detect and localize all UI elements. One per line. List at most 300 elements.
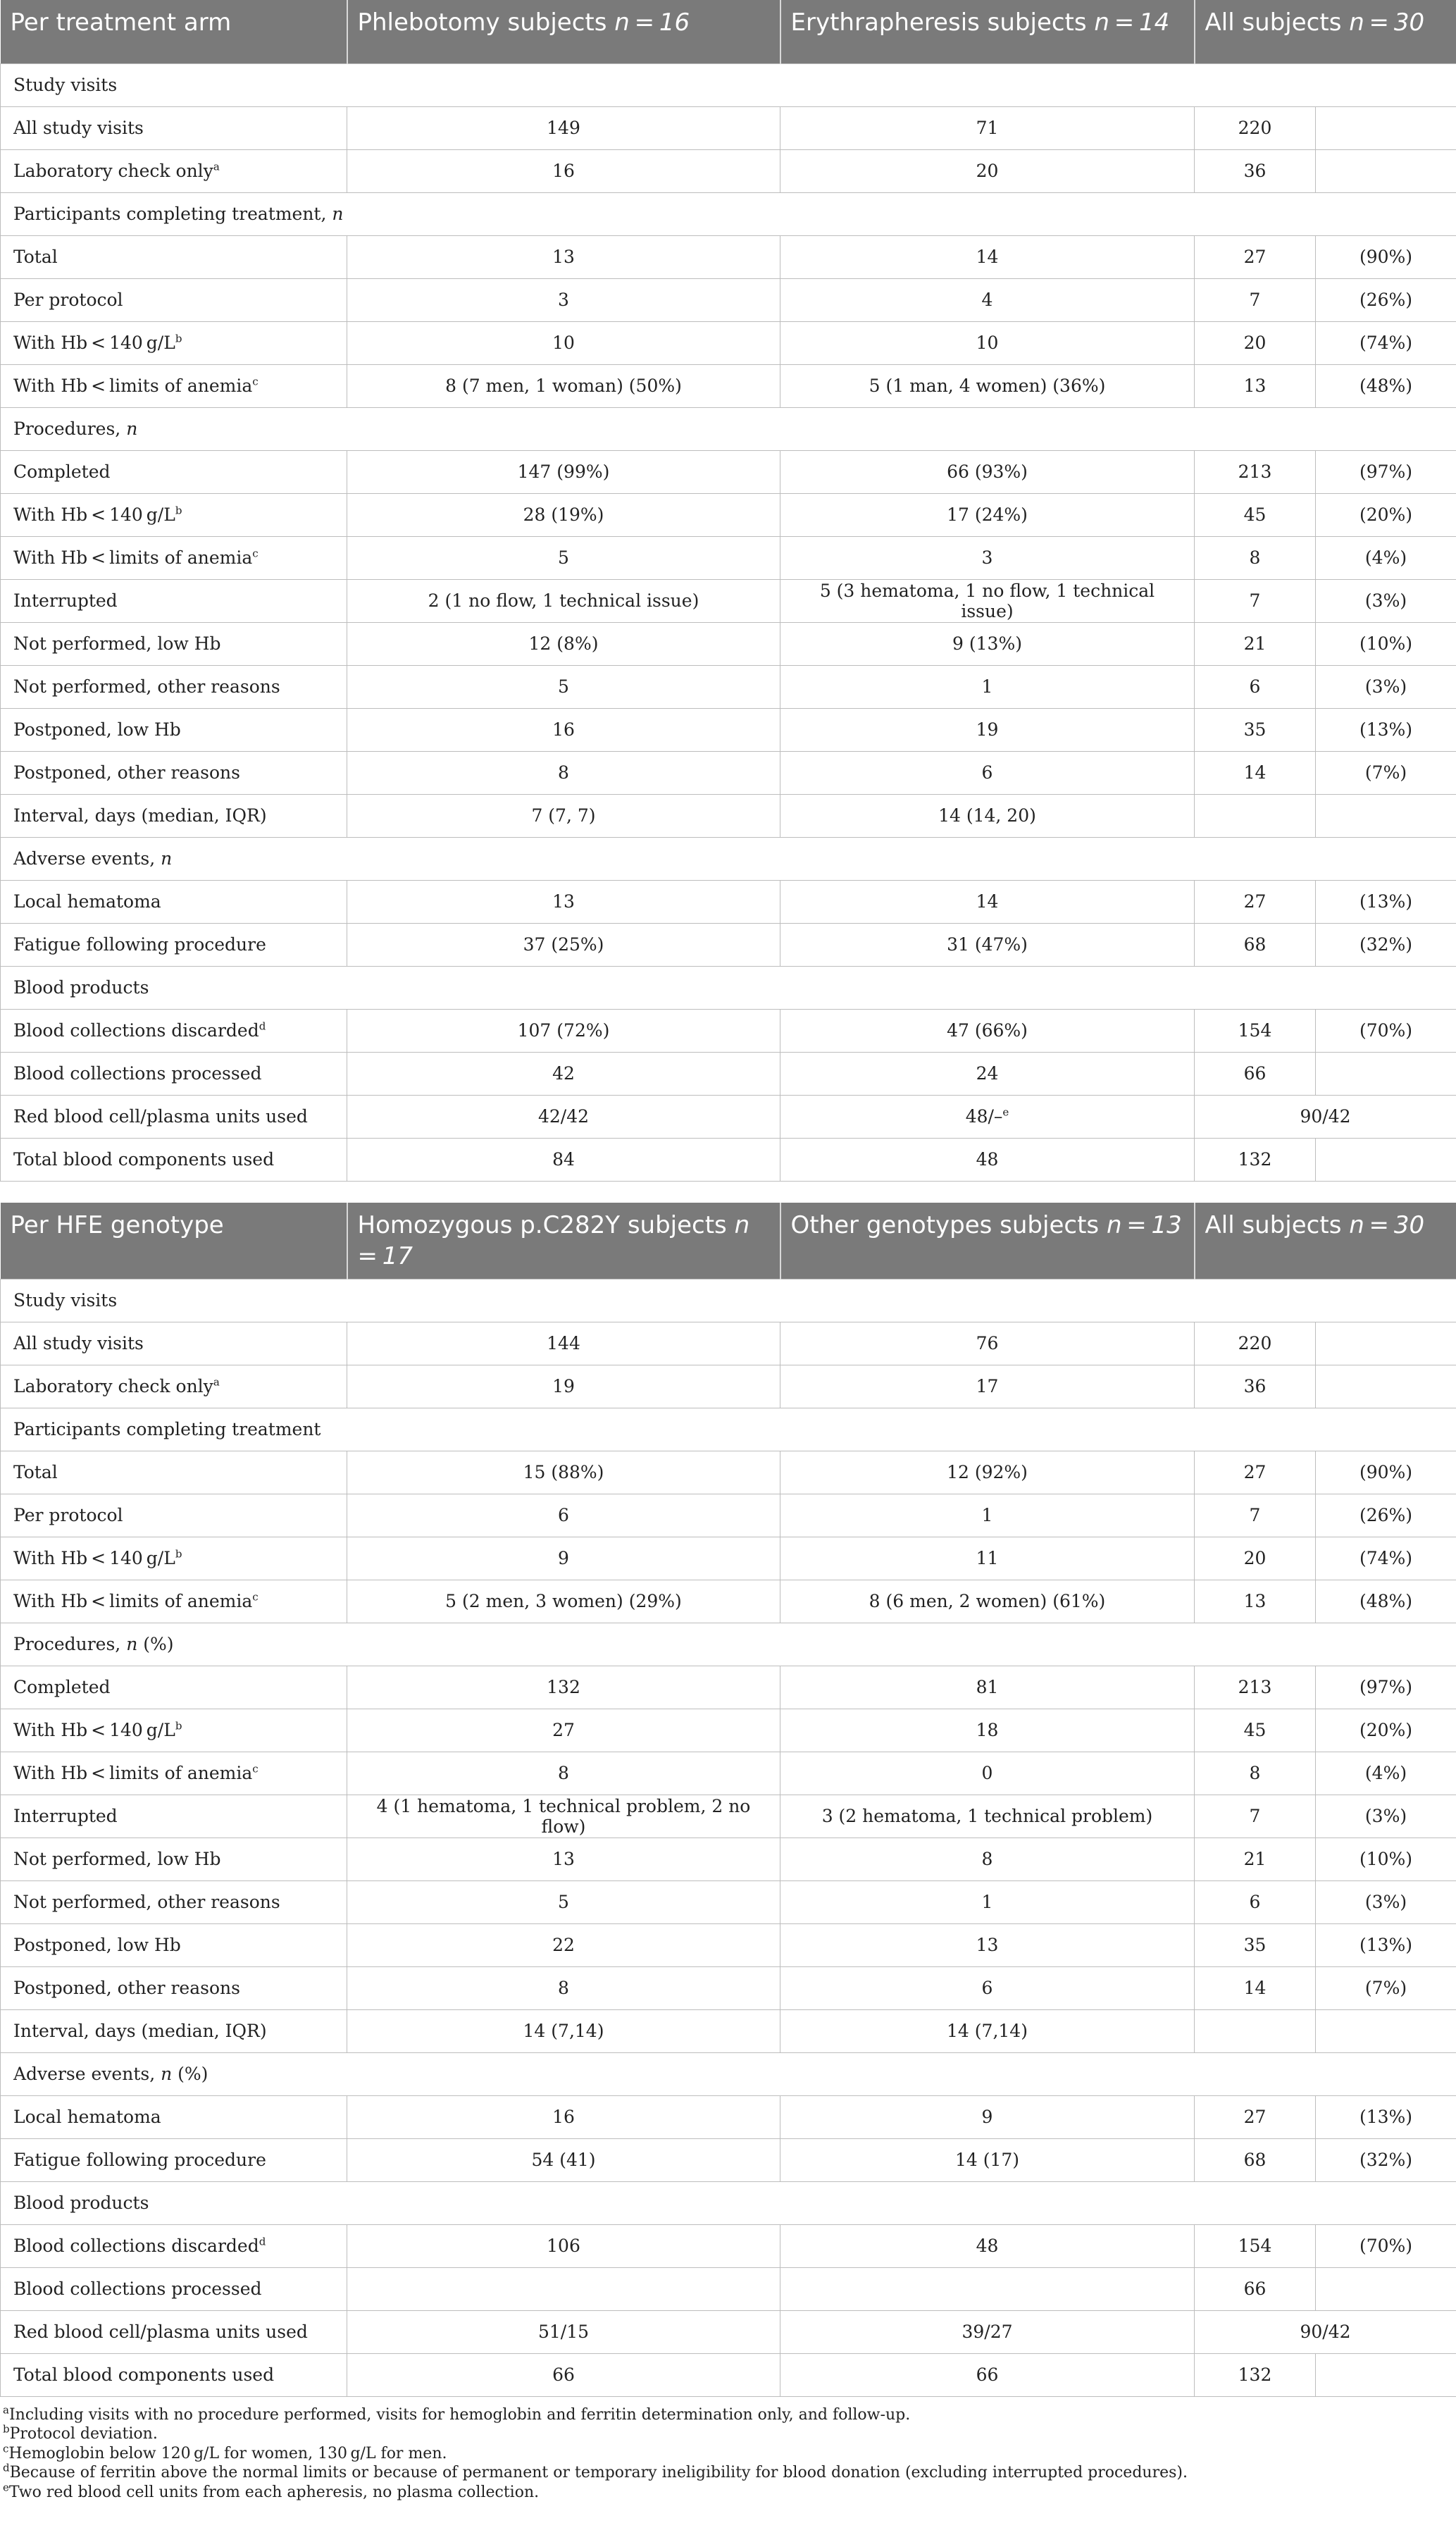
table-row [1, 1709, 1456, 1752]
cell-group-2 [780, 1838, 1195, 1880]
row-label [1, 1795, 347, 1838]
row-label [1, 149, 347, 192]
cell-all-count: 68 [1195, 2138, 1316, 2181]
cell-group-2-text: 3 (2 hematoma, 1 technical problem) [821, 1806, 1153, 1826]
cell-group-2 [780, 1923, 1195, 1966]
row-label-text: With Hb < 140 g/L [13, 1548, 175, 1568]
table-row [1, 321, 1456, 364]
table-row [1, 579, 1456, 622]
row-label-text: Postponed, low Hb [13, 719, 181, 740]
cell-group-2-text: 1 [981, 1892, 993, 1912]
cell-all-percent: (3%) [1316, 579, 1456, 622]
row-label-text: Not performed, other reasons [13, 1892, 280, 1912]
table-row [1, 1494, 1456, 1537]
cell-group-1: 147 (99%) [347, 450, 780, 493]
table-row [1, 1095, 1456, 1138]
cell-all-count: 6 [1195, 665, 1316, 708]
cell-all-percent [1316, 149, 1456, 192]
row-label-text: Postponed, low Hb [13, 1935, 181, 1955]
row-label-text: Local hematoma [13, 891, 161, 912]
row-label [1, 278, 347, 321]
row-label-text: Total blood components used [13, 1149, 275, 1170]
table-row [1, 880, 1456, 923]
cell-group-2-text: 3 [981, 547, 993, 568]
section-label-text: Study visits [13, 1290, 118, 1310]
row-label [1, 1580, 347, 1623]
cell-group-2-text: 31 (47%) [947, 934, 1028, 955]
cell-group-1: 13 [347, 880, 780, 923]
section-row [1, 1279, 1456, 1322]
cell-group-2-text: 48 [976, 1149, 999, 1170]
cell-group-2-text: 76 [976, 1333, 999, 1353]
cell-group-2 [780, 1138, 1195, 1181]
footnote-mark: d [259, 2235, 266, 2248]
row-label-text: With Hb < limits of anemia [13, 1591, 253, 1611]
table-row [1, 751, 1456, 794]
row-label-text: All study visits [13, 118, 144, 138]
cell-all-count: 21 [1195, 622, 1316, 665]
row-label-text: Per protocol [13, 290, 123, 310]
section-label [1, 1279, 1456, 1322]
cell-all-count: 8 [1195, 536, 1316, 579]
cell-group-2 [780, 278, 1195, 321]
cell-group-2-text: 19 [976, 719, 999, 740]
header-row-label: Per HFE genotype [1, 1203, 347, 1279]
cell-all-percent: (3%) [1316, 665, 1456, 708]
section-label-text: Blood products [13, 977, 149, 998]
cell-group-2-text: 6 [981, 1978, 993, 1998]
cell-all-percent: (90%) [1316, 235, 1456, 278]
footnote-mark: a [3, 2403, 9, 2417]
cell-group-2-text: 8 (6 men, 2 women) (61%) [869, 1591, 1106, 1611]
cell-group-2-text: 66 (93%) [947, 461, 1028, 482]
row-label [1, 1009, 347, 1052]
cell-group-2 [780, 106, 1195, 149]
cell-group-2 [780, 1322, 1195, 1365]
section-label [1, 192, 1456, 235]
table-row [1, 1752, 1456, 1795]
row-label [1, 2095, 347, 2138]
row-label-text: Not performed, other reasons [13, 676, 280, 697]
cell-group-2-text: 66 [976, 2365, 999, 2385]
cell-group-2 [780, 149, 1195, 192]
table-row [1, 1138, 1456, 1181]
cell-all-total: 90/42 [1195, 2310, 1456, 2353]
cell-group-2 [780, 2310, 1195, 2353]
cell-group-2-text: 18 [976, 1720, 999, 1740]
cell-all-percent: (3%) [1316, 1880, 1456, 1923]
footnote-mark: e [1002, 1105, 1009, 1119]
cell-all-count: 220 [1195, 106, 1316, 149]
row-label [1, 2138, 347, 2181]
table-row [1, 794, 1456, 837]
cell-group-2 [780, 665, 1195, 708]
section-row [1, 837, 1456, 880]
cell-all-percent: (13%) [1316, 2095, 1456, 2138]
table-row [1, 2009, 1456, 2052]
row-label [1, 1494, 347, 1537]
cell-all-percent: (32%) [1316, 923, 1456, 966]
cell-group-2 [780, 579, 1195, 622]
table-row [1, 493, 1456, 536]
section-label [1, 1623, 1456, 1666]
hfe-genotype-table [0, 1203, 1456, 2397]
row-label-text: Fatigue following procedure [13, 934, 266, 955]
cell-group-2 [780, 1451, 1195, 1494]
cell-all-count: 154 [1195, 1009, 1316, 1052]
table-row [1, 106, 1456, 149]
cell-group-2-text: 39/27 [962, 2322, 1013, 2342]
cell-all-percent: (3%) [1316, 1795, 1456, 1838]
table-header-row [1, 1203, 1456, 1279]
row-label [1, 2353, 347, 2396]
row-label-text: Total [13, 1462, 58, 1482]
row-label-text: Total blood components used [13, 2365, 275, 2385]
footnote [3, 2463, 1453, 2483]
cell-group-2 [780, 1580, 1195, 1623]
cell-group-2-text: 11 [976, 1548, 999, 1568]
row-label-text: Not performed, low Hb [13, 633, 221, 654]
section-label-text: Adverse events, [13, 2064, 161, 2084]
row-label-text: Interval, days (median, IQR) [13, 805, 267, 826]
cell-all-count: 13 [1195, 1580, 1316, 1623]
cell-group-2 [780, 751, 1195, 794]
table-row [1, 1052, 1456, 1095]
cell-all-percent [1316, 1138, 1456, 1181]
row-label [1, 579, 347, 622]
row-label-text: With Hb < 140 g/L [13, 504, 175, 525]
cell-all-count: 213 [1195, 450, 1316, 493]
cell-group-1: 12 (8%) [347, 622, 780, 665]
cell-group-1: 8 (7 men, 1 woman) (50%) [347, 364, 780, 407]
cell-all-percent: (32%) [1316, 2138, 1456, 2181]
row-label [1, 321, 347, 364]
section-label-n: n [332, 204, 344, 224]
cell-group-1: 51/15 [347, 2310, 780, 2353]
table-row [1, 923, 1456, 966]
row-label [1, 1365, 347, 1408]
footnote-mark: c [252, 1590, 259, 1604]
footnote-mark: d [3, 2461, 10, 2474]
cell-group-1: 132 [347, 1666, 780, 1709]
row-label [1, 1052, 347, 1095]
cell-group-1: 54 (41) [347, 2138, 780, 2181]
section-row [1, 1408, 1456, 1451]
cell-group-2 [780, 1009, 1195, 1052]
cell-all-percent [1316, 2009, 1456, 2052]
cell-group-1: 16 [347, 149, 780, 192]
cell-group-2 [780, 708, 1195, 751]
cell-group-2 [780, 321, 1195, 364]
table-row [1, 2353, 1456, 2396]
cell-group-2-text: 24 [976, 1063, 999, 1084]
cell-group-2 [780, 2353, 1195, 2396]
cell-all-count: 154 [1195, 2224, 1316, 2267]
footnote [3, 2424, 1453, 2444]
cell-group-2-text: 0 [981, 1763, 993, 1783]
cell-all-percent: (70%) [1316, 1009, 1456, 1052]
cell-group-2-text: 14 (7,14) [947, 2021, 1028, 2041]
cell-group-1: 9 [347, 1537, 780, 1580]
cell-group-2-text: 17 [976, 1376, 999, 1396]
cell-all-percent: (97%) [1316, 1666, 1456, 1709]
cell-group-1: 28 (19%) [347, 493, 780, 536]
footnote-text: Protocol deviation. [9, 2425, 158, 2443]
cell-group-2 [780, 1095, 1195, 1138]
cell-group-1: 22 [347, 1923, 780, 1966]
cell-all-count: 7 [1195, 1795, 1316, 1838]
table-row [1, 1451, 1456, 1494]
header-all-subjects: All subjects n = 30 [1195, 1203, 1456, 1279]
cell-group-1: 107 (72%) [347, 1009, 780, 1052]
cell-all-count: 14 [1195, 1966, 1316, 2009]
cell-group-2 [780, 2095, 1195, 2138]
row-label-text: Total [13, 247, 58, 267]
row-label-text: Laboratory check only [13, 161, 213, 181]
cell-group-2 [780, 794, 1195, 837]
cell-all-percent: (20%) [1316, 1709, 1456, 1752]
cell-all-percent: (70%) [1316, 2224, 1456, 2267]
table-row [1, 1537, 1456, 1580]
footnote [3, 2444, 1453, 2464]
footnote [3, 2483, 1453, 2503]
row-label [1, 235, 347, 278]
cell-all-count: 20 [1195, 321, 1316, 364]
row-label-text: Postponed, other reasons [13, 1978, 240, 1998]
cell-all-percent: (48%) [1316, 1580, 1456, 1623]
row-label-text: Completed [13, 461, 111, 482]
row-label-text: Interval, days (median, IQR) [13, 2021, 267, 2041]
cell-group-1: 8 [347, 1966, 780, 2009]
cell-group-2-text: 71 [976, 118, 999, 138]
row-label [1, 1752, 347, 1795]
row-label-text: With Hb < limits of anemia [13, 1763, 253, 1783]
footnote-mark: b [175, 332, 182, 345]
cell-all-count: 132 [1195, 1138, 1316, 1181]
cell-all-percent [1316, 1322, 1456, 1365]
cell-group-1: 3 [347, 278, 780, 321]
cell-group-1: 16 [347, 708, 780, 751]
header-group-2: Other genotypes subjects n = 13 [780, 1203, 1195, 1279]
cell-all-percent [1316, 2267, 1456, 2310]
cell-group-2 [780, 1752, 1195, 1795]
cell-group-1: 8 [347, 751, 780, 794]
cell-group-2-text: 14 [976, 247, 999, 267]
cell-group-1: 42 [347, 1052, 780, 1095]
row-label-text: Fatigue following procedure [13, 2150, 266, 2170]
cell-group-1: 5 [347, 1880, 780, 1923]
footnote-mark: c [3, 2442, 9, 2455]
row-label [1, 536, 347, 579]
cell-group-2-text: 20 [976, 161, 999, 181]
cell-all-percent [1316, 2353, 1456, 2396]
footnote-mark: a [213, 160, 220, 173]
table-row [1, 2267, 1456, 2310]
section-row [1, 63, 1456, 106]
cell-all-percent: (13%) [1316, 708, 1456, 751]
table-row [1, 1580, 1456, 1623]
section-label [1, 407, 1456, 450]
footnote-mark: b [175, 504, 182, 517]
row-label-text: Blood collections processed [13, 1063, 262, 1084]
row-label-text: Postponed, other reasons [13, 762, 240, 783]
cell-group-1: 6 [347, 1494, 780, 1537]
cell-group-1: 14 (7,14) [347, 2009, 780, 2052]
row-label-text: Red blood cell/plasma units used [13, 1106, 308, 1127]
cell-all-count: 8 [1195, 1752, 1316, 1795]
section-label-tail: (%) [137, 1634, 174, 1654]
row-label [1, 1838, 347, 1880]
footnote-text: Because of ferritin above the normal limits or because of permanent or temporary ineligibility for blood donation (excluding interrupted procedures). [9, 2464, 1188, 2481]
cell-all-percent: (20%) [1316, 493, 1456, 536]
cell-group-1: 144 [347, 1322, 780, 1365]
footnote-mark: b [175, 1547, 182, 1561]
row-label [1, 923, 347, 966]
row-label-text: Local hematoma [13, 2107, 161, 2127]
footnote-text: Hemoglobin below 120 g/L for women, 130 g/L for men. [8, 2444, 447, 2462]
table-header-row [1, 0, 1456, 63]
section-label [1, 837, 1456, 880]
cell-all-count: 132 [1195, 2353, 1316, 2396]
section-label-n: n [126, 1634, 138, 1654]
table-row [1, 1009, 1456, 1052]
row-label-text: With Hb < 140 g/L [13, 333, 175, 353]
cell-group-1: 13 [347, 1838, 780, 1880]
cell-all-count: 21 [1195, 1838, 1316, 1880]
table-row [1, 149, 1456, 192]
section-row [1, 2052, 1456, 2095]
cell-all-percent: (10%) [1316, 1838, 1456, 1880]
cell-group-1: 5 [347, 536, 780, 579]
row-label [1, 1138, 347, 1181]
cell-all-count: 36 [1195, 1365, 1316, 1408]
cell-group-1: 7 (7, 7) [347, 794, 780, 837]
row-label-text: Red blood cell/plasma units used [13, 2322, 308, 2342]
cell-group-1: 106 [347, 2224, 780, 2267]
section-label [1, 2052, 1456, 2095]
cell-all-percent: (26%) [1316, 1494, 1456, 1537]
row-label-text: Laboratory check only [13, 1376, 213, 1396]
cell-all-count: 7 [1195, 278, 1316, 321]
cell-group-2-text: 1 [981, 1505, 993, 1525]
cell-group-2 [780, 536, 1195, 579]
cell-group-2-text: 48/– [965, 1106, 1003, 1127]
footnote-mark: b [3, 2422, 10, 2436]
row-label [1, 2310, 347, 2353]
section-label-text: Adverse events, [13, 848, 161, 869]
cell-all-percent: (90%) [1316, 1451, 1456, 1494]
row-label [1, 1709, 347, 1752]
cell-group-2 [780, 493, 1195, 536]
footnote-mark: a [213, 1375, 220, 1389]
cell-all-count [1195, 794, 1316, 837]
row-label [1, 665, 347, 708]
row-label [1, 751, 347, 794]
cell-all-count: 13 [1195, 364, 1316, 407]
cell-group-2-text: 9 (13%) [952, 633, 1022, 654]
cell-all-percent: (97%) [1316, 450, 1456, 493]
table-row [1, 364, 1456, 407]
table-row [1, 2138, 1456, 2181]
cell-all-percent: (48%) [1316, 364, 1456, 407]
header-group-2: Erythrapheresis subjects n = 14 [780, 0, 1195, 63]
cell-group-1: 5 (2 men, 3 women) (29%) [347, 1580, 780, 1623]
header-all-subjects: All subjects n = 30 [1195, 0, 1456, 63]
cell-group-2-text: 48 [976, 2236, 999, 2256]
treatment-arm-table [0, 0, 1456, 1182]
section-label-n: n [126, 419, 138, 439]
cell-all-percent: (4%) [1316, 1752, 1456, 1795]
table-row [1, 665, 1456, 708]
cell-all-count: 68 [1195, 923, 1316, 966]
row-label [1, 1666, 347, 1709]
section-label-n: n [161, 2064, 173, 2084]
cell-group-2 [780, 1880, 1195, 1923]
cell-group-1: 4 (1 hematoma, 1 technical problem, 2 no flow) [347, 1795, 780, 1838]
section-label [1, 1408, 1456, 1451]
cell-group-2-text: 14 (14, 20) [938, 805, 1036, 826]
cell-group-2 [780, 2009, 1195, 2052]
table-row [1, 450, 1456, 493]
row-label-text: Blood collections discarded [13, 1020, 259, 1041]
section-label-n: n [161, 848, 173, 869]
row-label-text: Blood collections processed [13, 2279, 262, 2299]
row-label [1, 1880, 347, 1923]
cell-group-2 [780, 2138, 1195, 2181]
cell-group-1: 16 [347, 2095, 780, 2138]
section-row [1, 407, 1456, 450]
table-row [1, 1365, 1456, 1408]
cell-all-count: 66 [1195, 2267, 1316, 2310]
table-row [1, 622, 1456, 665]
row-label-text: Per protocol [13, 1505, 123, 1525]
cell-group-1: 66 [347, 2353, 780, 2396]
cell-all-percent: (26%) [1316, 278, 1456, 321]
cell-group-1: 8 [347, 1752, 780, 1795]
cell-group-2 [780, 923, 1195, 966]
cell-group-2-text: 9 [981, 2107, 993, 2127]
row-label-text: With Hb < limits of anemia [13, 376, 253, 396]
footnote [3, 2405, 1453, 2425]
footnote-mark: e [3, 2481, 9, 2494]
table-row [1, 2310, 1456, 2353]
table-row [1, 536, 1456, 579]
table-row [1, 708, 1456, 751]
footnote-text: Two red blood cell units from each apheresis, no plasma collection. [8, 2483, 540, 2501]
footnote-mark: c [252, 547, 259, 560]
cell-all-count: 45 [1195, 493, 1316, 536]
cell-group-1: 10 [347, 321, 780, 364]
table-row [1, 2224, 1456, 2267]
table-row [1, 1795, 1456, 1838]
table-row [1, 1923, 1456, 1966]
cell-all-count: 66 [1195, 1052, 1316, 1095]
table-row [1, 235, 1456, 278]
row-label [1, 2224, 347, 2267]
cell-group-1: 27 [347, 1709, 780, 1752]
cell-group-2 [780, 235, 1195, 278]
cell-all-percent: (7%) [1316, 1966, 1456, 2009]
cell-group-2-text: 14 (17) [954, 2150, 1020, 2170]
row-label-text: With Hb < limits of anemia [13, 547, 253, 568]
row-label-text: With Hb < 140 g/L [13, 1720, 175, 1740]
cell-group-2 [780, 1966, 1195, 2009]
row-label-text: Interrupted [13, 1806, 118, 1826]
cell-group-2 [780, 880, 1195, 923]
cell-group-2 [780, 1666, 1195, 1709]
cell-all-percent: (10%) [1316, 622, 1456, 665]
header-group-1: Homozygous p.C282Y subjects n = 17 [347, 1203, 780, 1279]
